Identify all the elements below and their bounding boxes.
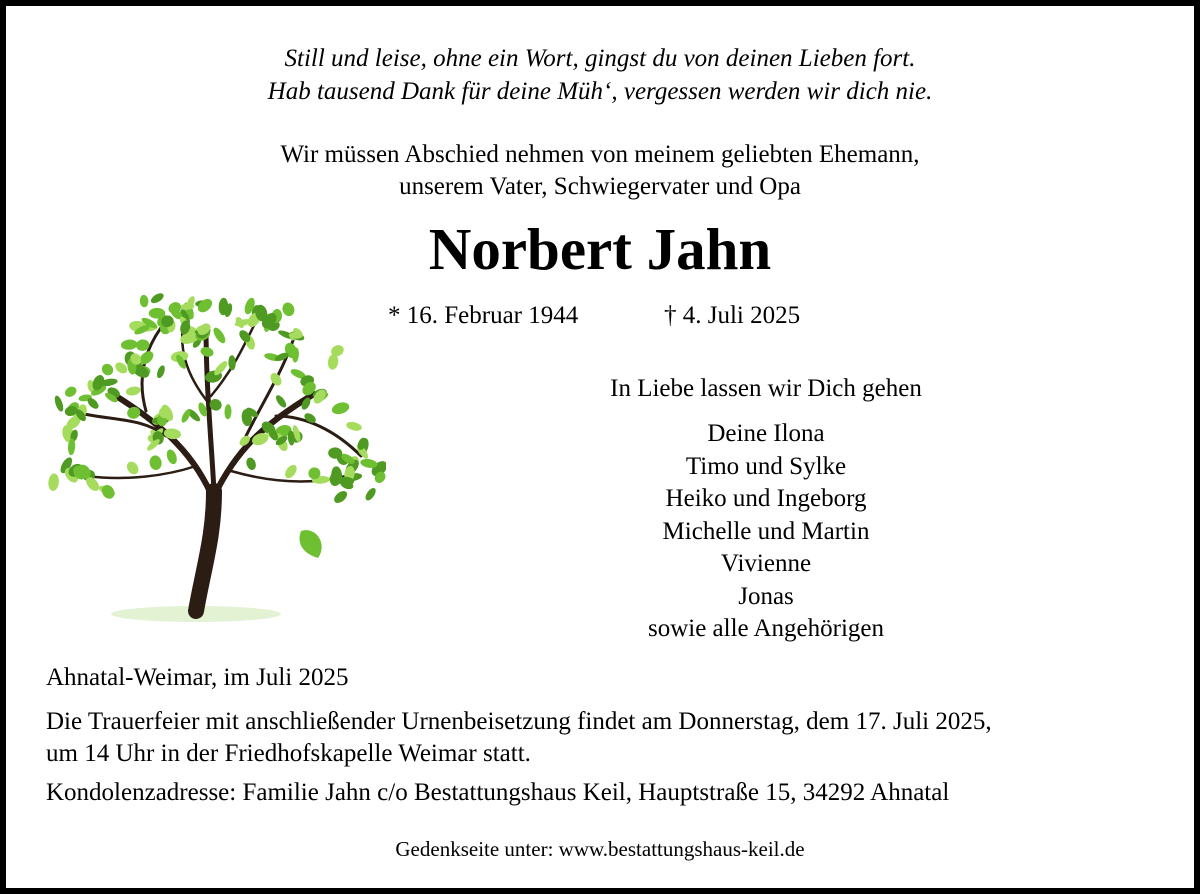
verse <box>6 42 1194 108</box>
leaf-shape <box>283 463 299 481</box>
leaf-shape <box>99 362 115 378</box>
leaf-shape <box>53 395 65 413</box>
verse-line-1: Still und leise, ohne ein Wort, gingst du von deinen Lieben fort. <box>284 45 916 72</box>
leaf-shape <box>149 455 163 471</box>
farewell-text: In Liebe lassen wir Dich gehen <box>610 375 922 402</box>
leaf-shape <box>63 385 78 399</box>
leaf-shape <box>126 405 142 420</box>
leaf-shape <box>332 489 349 506</box>
family-member: sowie alle Angehörigen <box>647 615 885 642</box>
leaf-shape <box>120 339 137 351</box>
leaf-shape <box>149 291 165 305</box>
death-date: † 4. Juli 2025 <box>664 302 801 329</box>
memorial-page-link[interactable]: Gedenkseite unter: www.bestattungshaus-keil.de <box>395 837 805 861</box>
place-date: Ahnatal-Weimar, im Juli 2025 <box>46 664 349 691</box>
tree-icon <box>46 286 386 626</box>
leaf-shape <box>48 473 60 492</box>
family-list <box>566 418 966 646</box>
verse-line-2: Hab tausend Dank für deine Müh‘, vergessen werden wir dich nie. <box>267 78 933 105</box>
family-member: Jonas <box>738 582 794 610</box>
leaf-shape <box>281 301 297 318</box>
family-member: Vivienne <box>720 550 812 577</box>
deceased-name: Norbert Jahn <box>428 216 772 282</box>
family-member: Deine Ilona <box>707 420 825 447</box>
ceremony-line-1: Die Trauerfeier mit anschließender Urnenbeisetzung findet am Donnerstag, dem 17. Juli 2025, <box>46 708 992 735</box>
condolence-address: Kondolenzadresse: Familie Jahn c/o Bestattungshaus Keil, Hauptstraße 15, 34292 Ahnatal <box>46 779 950 806</box>
leaf-shape <box>165 448 179 465</box>
leaf-shape <box>330 400 350 416</box>
leaf-shape <box>211 326 227 345</box>
family-member: Heiko und Ingeborg <box>665 485 867 512</box>
leaf-shape <box>228 355 236 370</box>
leaf-shape <box>155 364 166 379</box>
leaf-shape <box>224 404 232 419</box>
leaf-shape <box>268 371 284 388</box>
leaf-shape <box>245 456 258 471</box>
leaf-shape <box>125 385 141 396</box>
ceremony-line-2: um 14 Uhr in der Friedhofskapelle Weimar statt. <box>46 740 531 767</box>
leaf-shape <box>199 346 214 359</box>
intro-line-1: Wir müssen Abschied nehmen von meinem geliebten Ehemann, <box>280 141 920 168</box>
family-member: Michelle und Martin <box>662 517 870 545</box>
leaf-shape <box>274 394 288 410</box>
leaf-shape <box>125 459 141 476</box>
intro-text <box>6 139 1194 203</box>
leaf-icon <box>300 530 322 558</box>
family-member: Timo und Sylke <box>685 452 847 480</box>
intro-line-2: unserem Vater, Schwiegervater und Opa <box>399 173 801 200</box>
birth-date: * 16. Februar 1944 <box>388 302 579 329</box>
leaf-shape <box>363 486 377 502</box>
leaf-shape <box>139 295 149 308</box>
leaf-shape <box>345 420 363 432</box>
ceremony-info <box>46 706 1166 770</box>
